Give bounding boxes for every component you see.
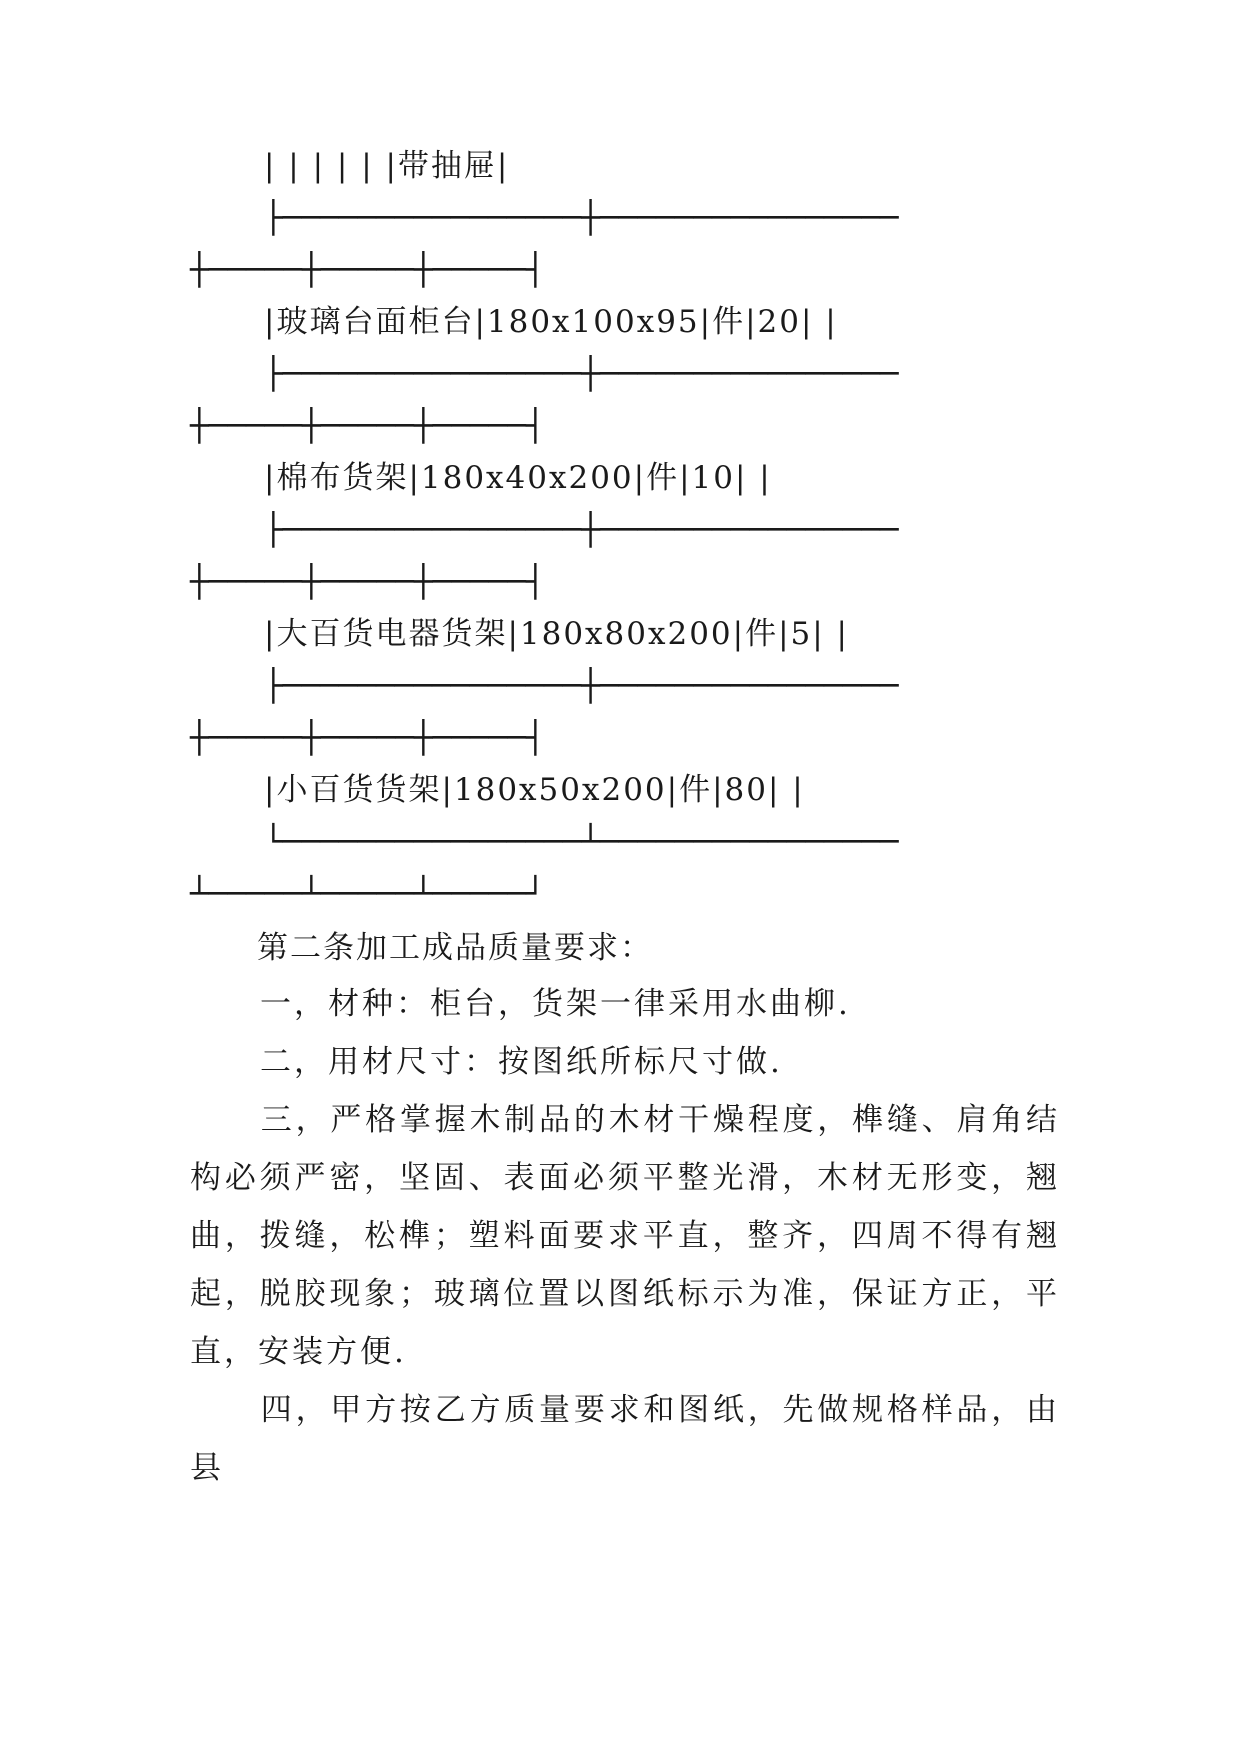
table-rule: └────────────────┴────────────────	[264, 824, 899, 860]
paragraph	[190, 975, 1060, 1033]
table-rule: ┼─────┼─────┼─────┤	[190, 408, 545, 444]
table-rule: ├────────────────┼────────────────	[264, 356, 899, 392]
paragraph-text: 四，甲方按乙方质量要求和图纸，先做规格样品，由县	[190, 1392, 1060, 1486]
paragraph-text: 三，严格掌握木制品的木材干燥程度，榫缝、肩角结构必须严密，坚固、表面必须平整光滑，木材无形变，翘曲，拨缝，松榫；塑料面要求平直，整齐，四周不得有翘起，脱胶现象；玻璃位置以图纸标示为准，保证方正，平直，安装方便.	[190, 1102, 1060, 1370]
table-row: |大百货电器货架|180x80x200|件|5| |	[264, 616, 849, 652]
table-row: |玻璃台面柜台|180x100x95|件|20| |	[264, 304, 838, 340]
table-row: |棉布货架|180x40x200|件|10| |	[264, 460, 772, 496]
paragraph-text: 二，用材尺寸：按图纸所标尺寸做.	[260, 1044, 783, 1080]
table-rule: ┼─────┼─────┼─────┤	[190, 252, 545, 288]
table-rule: ┴─────┴─────┴─────┘	[190, 876, 545, 912]
table-rule: ├────────────────┼────────────────	[264, 668, 899, 704]
paragraph	[190, 1033, 1060, 1091]
table-rule: ├────────────────┼────────────────	[264, 200, 899, 236]
table-rule: ┼─────┼─────┼─────┤	[190, 720, 545, 756]
table-rule: ┼─────┼─────┼─────┤	[190, 564, 545, 600]
paragraph-text: 一，材种：柜台，货架一律采用水曲柳.	[260, 986, 851, 1022]
paragraph	[190, 1091, 1060, 1381]
table-row-header-tail: | | | | | |带抽屉|	[264, 148, 510, 184]
table-rule: ├────────────────┼────────────────	[264, 512, 899, 548]
section-title: 第二条加工成品质量要求：	[257, 930, 653, 966]
table-row: |小百货货架|180x50x200|件|80| |	[264, 772, 805, 808]
paragraph	[190, 1381, 1060, 1497]
